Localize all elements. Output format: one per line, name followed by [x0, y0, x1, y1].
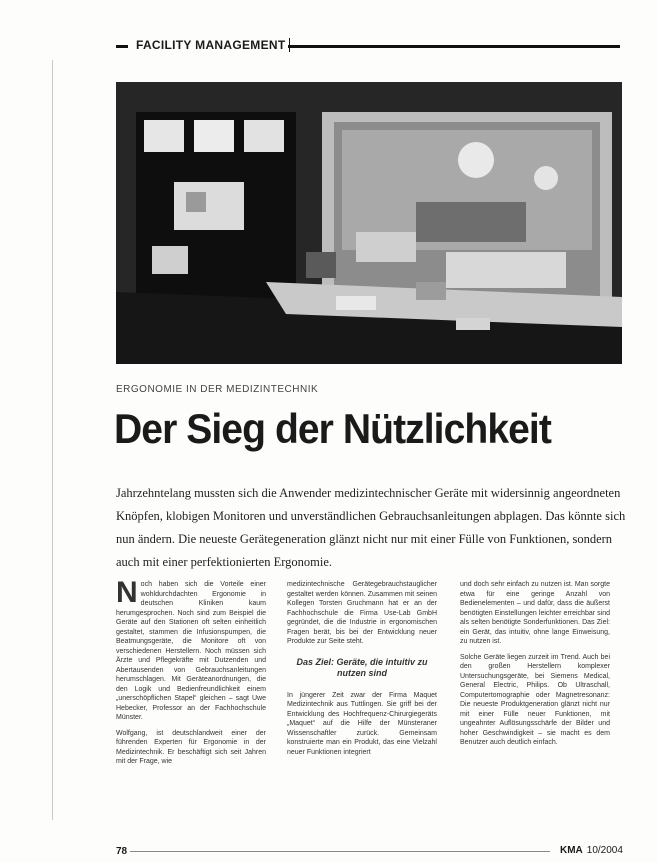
section-header — [116, 38, 620, 52]
scan-edge — [52, 60, 53, 820]
column-2-subhead: Das Ziel: Geräte, die intuitiv zu nutzen sind — [296, 656, 428, 678]
magazine-issue — [560, 845, 623, 856]
section-rule-right — [288, 45, 620, 48]
column-3-paragraph-2: Solche Geräte liegen zurzeit im Trend. Auch bei den großen Herstellern komplexer Untersuchungsgeräte, bei Siemens Medical, General Electric, Philips. Ob Ultraschall, Computertomographie oder Magnetresonanz: Die neueste Produktgeneration glänzt nicht nur mit einer Fülle neuer Funktionen, mit ungeahnter Auflösungsschärfe der Bilder und hoher Geschwindigkeit – sie macht es dem Benutzer auch deutlich einfach. — [460, 653, 610, 746]
article-kicker: ERGONOMIE IN DER MEDIZINTECHNIK — [116, 384, 319, 395]
footer-rule — [130, 851, 550, 852]
article-column-3 — [460, 580, 610, 840]
operating-room-control-photo — [116, 82, 622, 364]
column-3-paragraph-1: und doch sehr einfach zu nutzen ist. Man sorgte etwa für eine geringe Anzahl von Bedienelementen – und dafür, dass die äußerst benötigten Einstellungen leichter erreichbar sind als selten benötigte Sonderfunktionen. Das Ziel: ein Gerät, das intuitiv, ohne lange Einweisung, zu nutzen ist. — [460, 581, 610, 645]
magazine-name: KMA — [560, 845, 583, 856]
column-2-paragraph-2: In jüngerer Zeit zwar der Firma Maquet Medizintechnik aus Tuttlingen. Sie griff bei der Entwicklung des Hochfrequenz-Chirurgiegeräts „Maquet“ auf die Hilfe der Münsteraner Wissenschaftler zurück. Gemeinsam konstruierte man ein Produkt, das eine Vielzahl neuer Funktionen integriert — [287, 691, 437, 756]
column-1-paragraph-2: Wolfgang, ist deutschlandweit einer der führenden Experten für Ergonomie in der Medizintechnik. Er beschäftigt sich seit Jahren mit der Frage, wie — [116, 729, 266, 765]
article-lead: Jahrzehntelang mussten sich die Anwender medizintechnischer Geräte mit widersinnig angeordneten Knöpfen, klobigen Monitoren und unverständlichen Gebrauchsanleitungen abplagen. Das könnte sich nun ändern. Die neueste Gerätegeneration glänzt nicht nur mit einer Fülle von Funktionen, sondern auch mit einer perfektionierten Ergonomie. — [116, 486, 626, 569]
section-label: FACILITY MANAGEMENT — [132, 38, 290, 52]
issue-number: 10/2004 — [586, 845, 623, 856]
section-rule-left — [116, 45, 128, 48]
article-headline: Der Sieg der Nützlichkeit — [114, 405, 551, 452]
article-column-2 — [287, 580, 437, 840]
article-column-1 — [116, 580, 266, 840]
column-1-text-1: och haben sich die Vorteile einer wohldurchdachten Ergonomie in deutschen Kliniken kaum herumgesprochen. Noch sind zum Beispiel die Geräte auf den Stationen oft selten einheitlich gestaltet, stammen die Infusionspumpen, die Beatmungsgeräte, die Monitore oft von verschiedenen Herstellern. Noch müssen sich Ärzte und Pflegekräfte mit Dutzenden und Abertausenden von Gebrauchsanleitungen herumschlagen. Mit Geräteanordnungen, die den Logik und Bedienfreundlichkeit einem „unerschöpflichen Stapel“ gleichen – sagt Uwe Hebecker, Professor an der Fachhochschule Münster. — [116, 581, 266, 721]
drop-cap: N — [116, 580, 138, 609]
article-photo — [116, 82, 622, 364]
column-2-paragraph-1: medizintechnische Gerätegebrauchstauglicher gestaltet werden können. Zusammen mit seinen Kollegen Torsten Gruchmann hat er an der Fachhochschule die Firma Use-Lab GmbH gegründet, die die Industrie in ergonomischen Fragen berät, bis bei der Entwicklung neuer Produkte zur Seite steht. — [287, 581, 437, 645]
column-1-paragraph-1 — [116, 580, 266, 723]
page-number: 78 — [116, 846, 128, 857]
